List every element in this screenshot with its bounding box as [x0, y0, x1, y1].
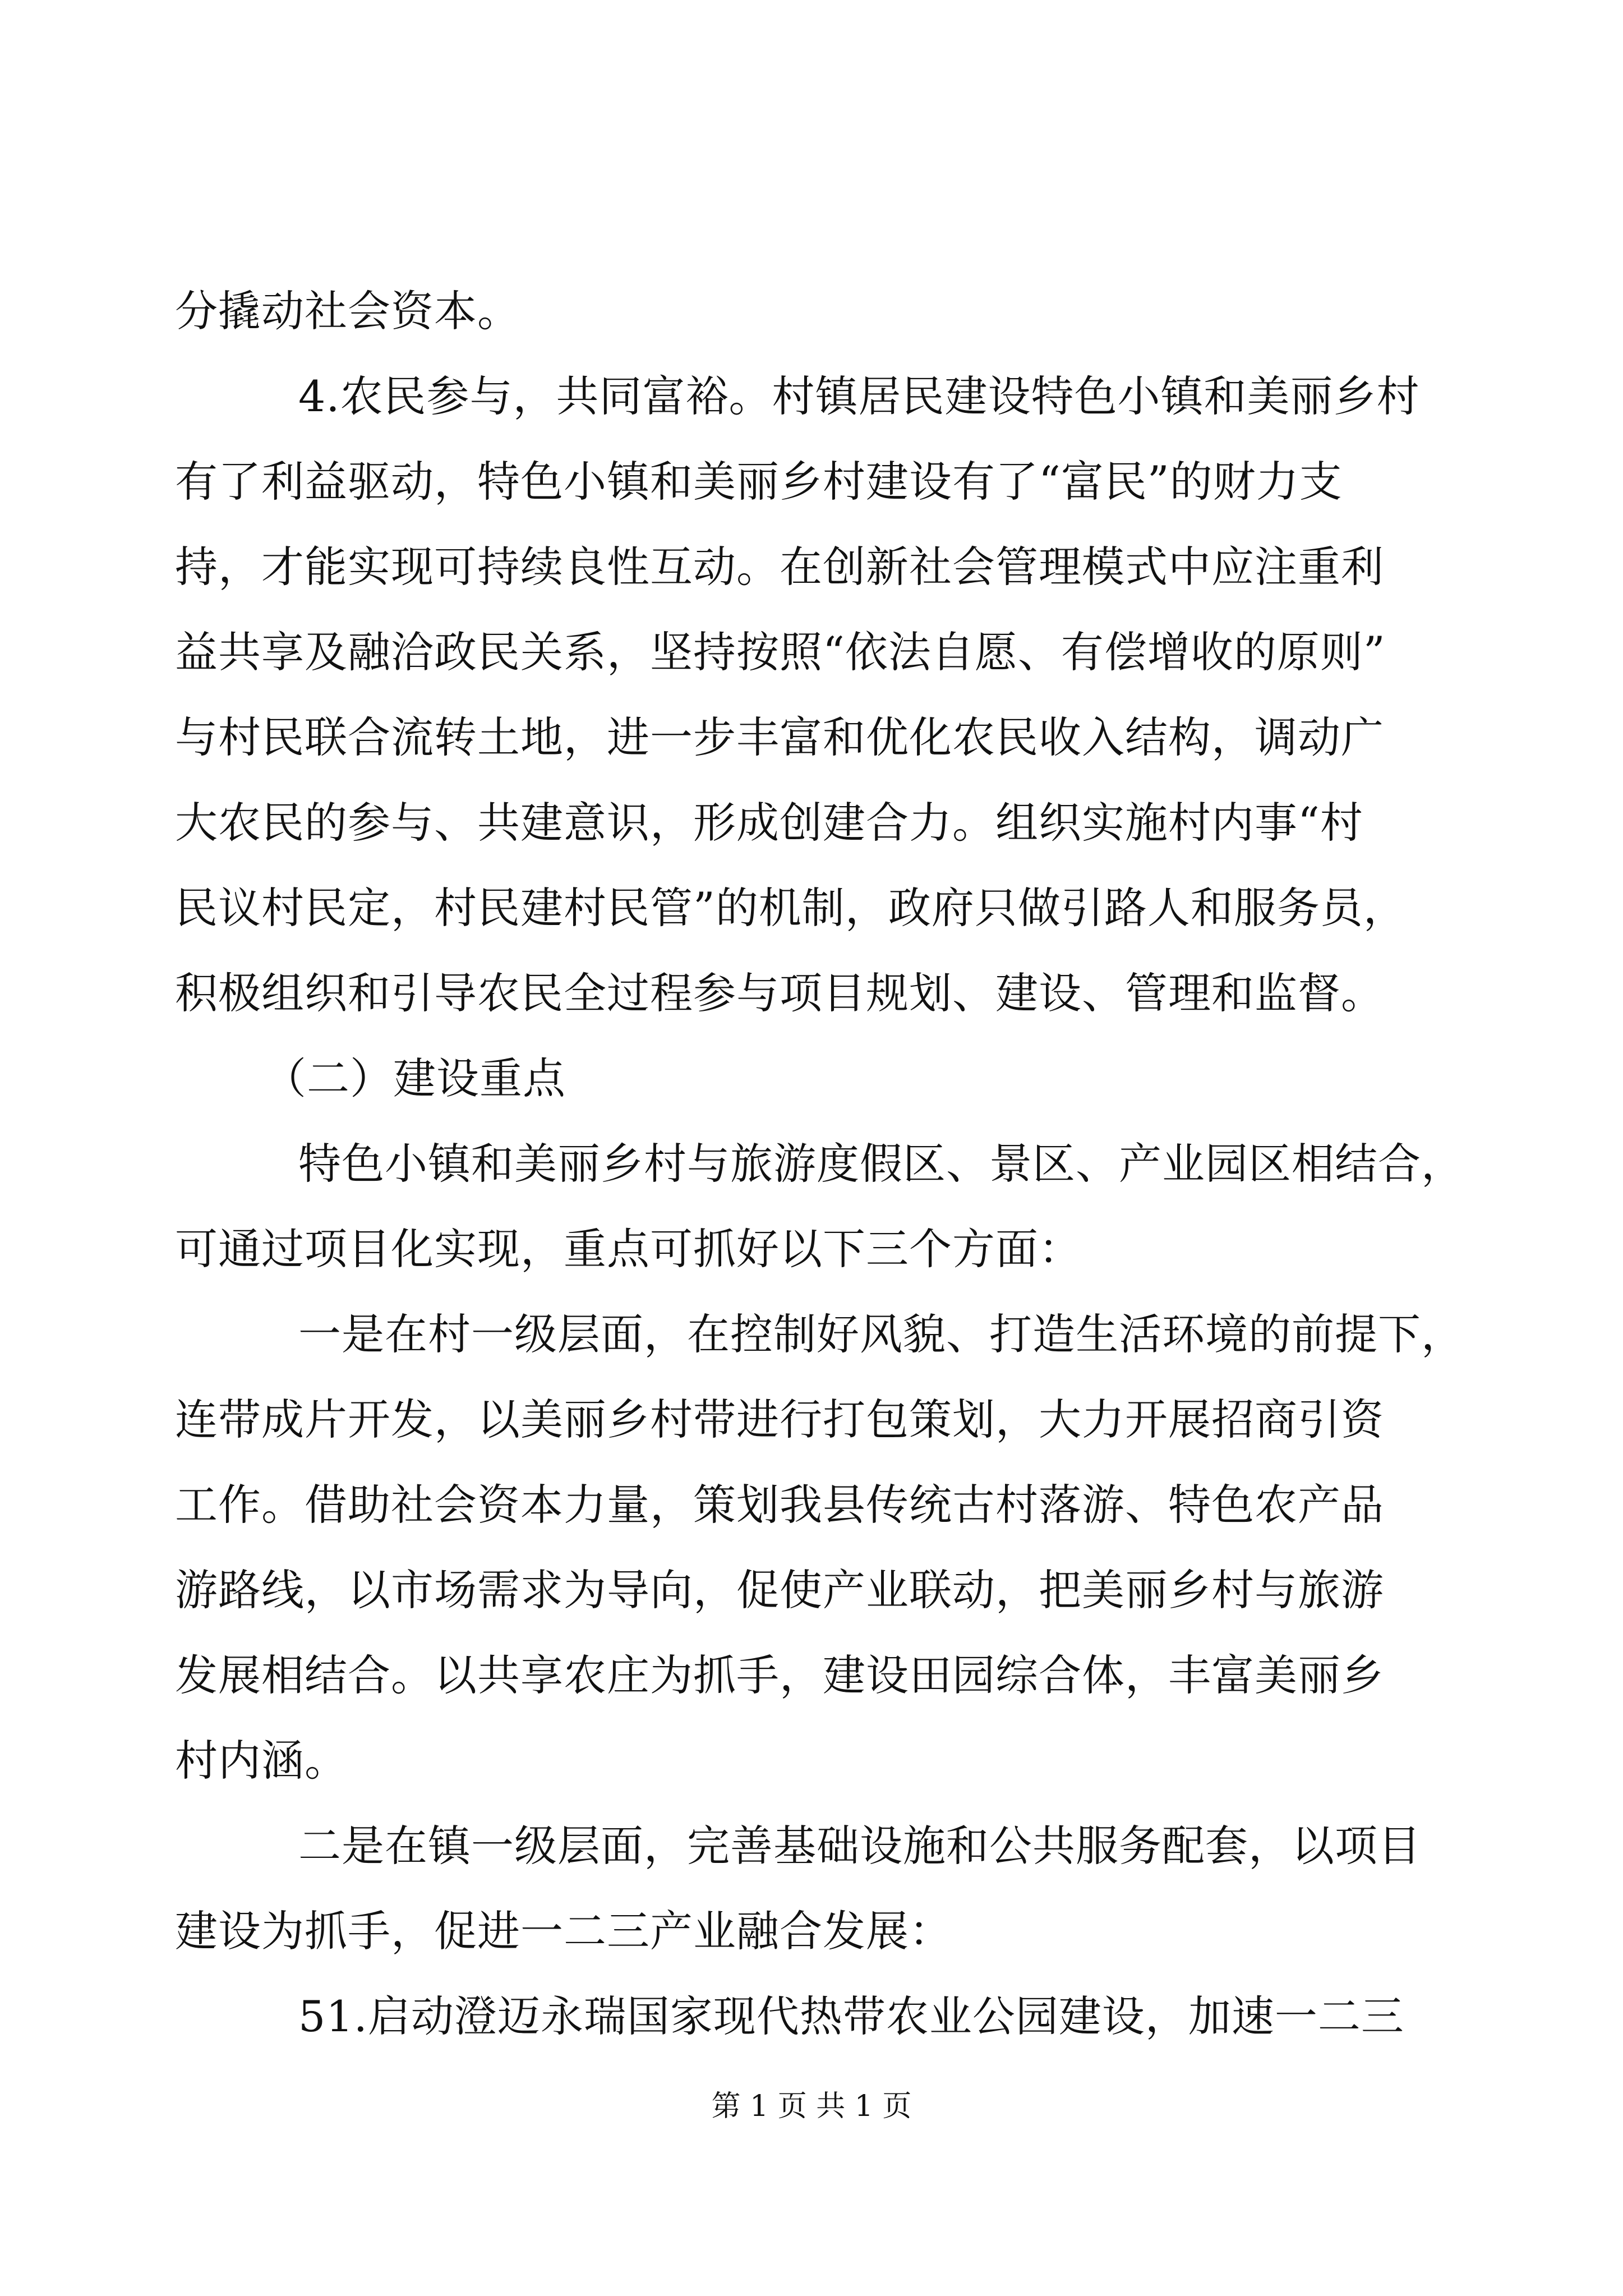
text-line-17: 发展相结合。以共享农庄为抓手，建设田园综合体，丰富美丽乡	[175, 1650, 1384, 1700]
text-line-18: 村内涵。	[175, 1736, 348, 1786]
text-line-13: 一是在村一级层面，在控制好风貌、打造生活环境的前提下，	[298, 1309, 1464, 1359]
text-line-11: 特色小镇和美丽乡村与旅游度假区、景区、产业园区相结合，	[298, 1139, 1464, 1189]
page-number-footer: 第 1 页 共 1 页	[711, 2090, 912, 2123]
text-line-21: 51.启动澄迈永瑞国家现代热带农业公园建设，加速一二三	[298, 1991, 1404, 2041]
text-line-8: 民议村民定，村民建村民管”的机制，政府只做引路人和服务员，	[175, 883, 1407, 933]
text-line-14: 连带成片开发，以美丽乡村带进行打包策划，大力开展招商引资	[175, 1395, 1384, 1444]
text-line-7: 大农民的参与、共建意识，形成创建合力。组织实施村内事“村	[175, 798, 1363, 848]
section-heading: （二）建设重点	[264, 1053, 566, 1103]
text-line-15: 工作。借助社会资本力量，策划我县传统古村落游、特色农产品	[175, 1480, 1384, 1530]
text-line-20: 建设为抓手，促进一二三产业融合发展：	[175, 1906, 952, 1956]
text-line-5: 益共享及融洽政民关系，坚持按照“依法自愿、有偿增收的原则”	[175, 627, 1386, 677]
text-line-2: 4.农民参与，共同富裕。村镇居民建设特色小镇和美丽乡村	[298, 371, 1420, 421]
text-line-12: 可通过项目化实现，重点可抓好以下三个方面：	[175, 1224, 1082, 1274]
text-line-1: 分撬动社会资本。	[175, 286, 520, 336]
text-line-9: 积极组织和引导农民全过程参与项目规划、建设、管理和监督。	[175, 968, 1384, 1018]
text-line-4: 持，才能实现可持续良性互动。在创新社会管理模式中应注重利	[175, 542, 1384, 592]
text-line-3: 有了利益驱动，特色小镇和美丽乡村建设有了“富民”的财力支	[175, 457, 1343, 507]
text-line-6: 与村民联合流转土地，进一步丰富和优化农民收入结构，调动广	[175, 712, 1384, 762]
text-line-19: 二是在镇一级层面，完善基础设施和公共服务配套，以项目	[298, 1821, 1421, 1871]
text-line-16: 游路线，以市场需求为导向，促使产业联动，把美丽乡村与旅游	[175, 1565, 1384, 1615]
